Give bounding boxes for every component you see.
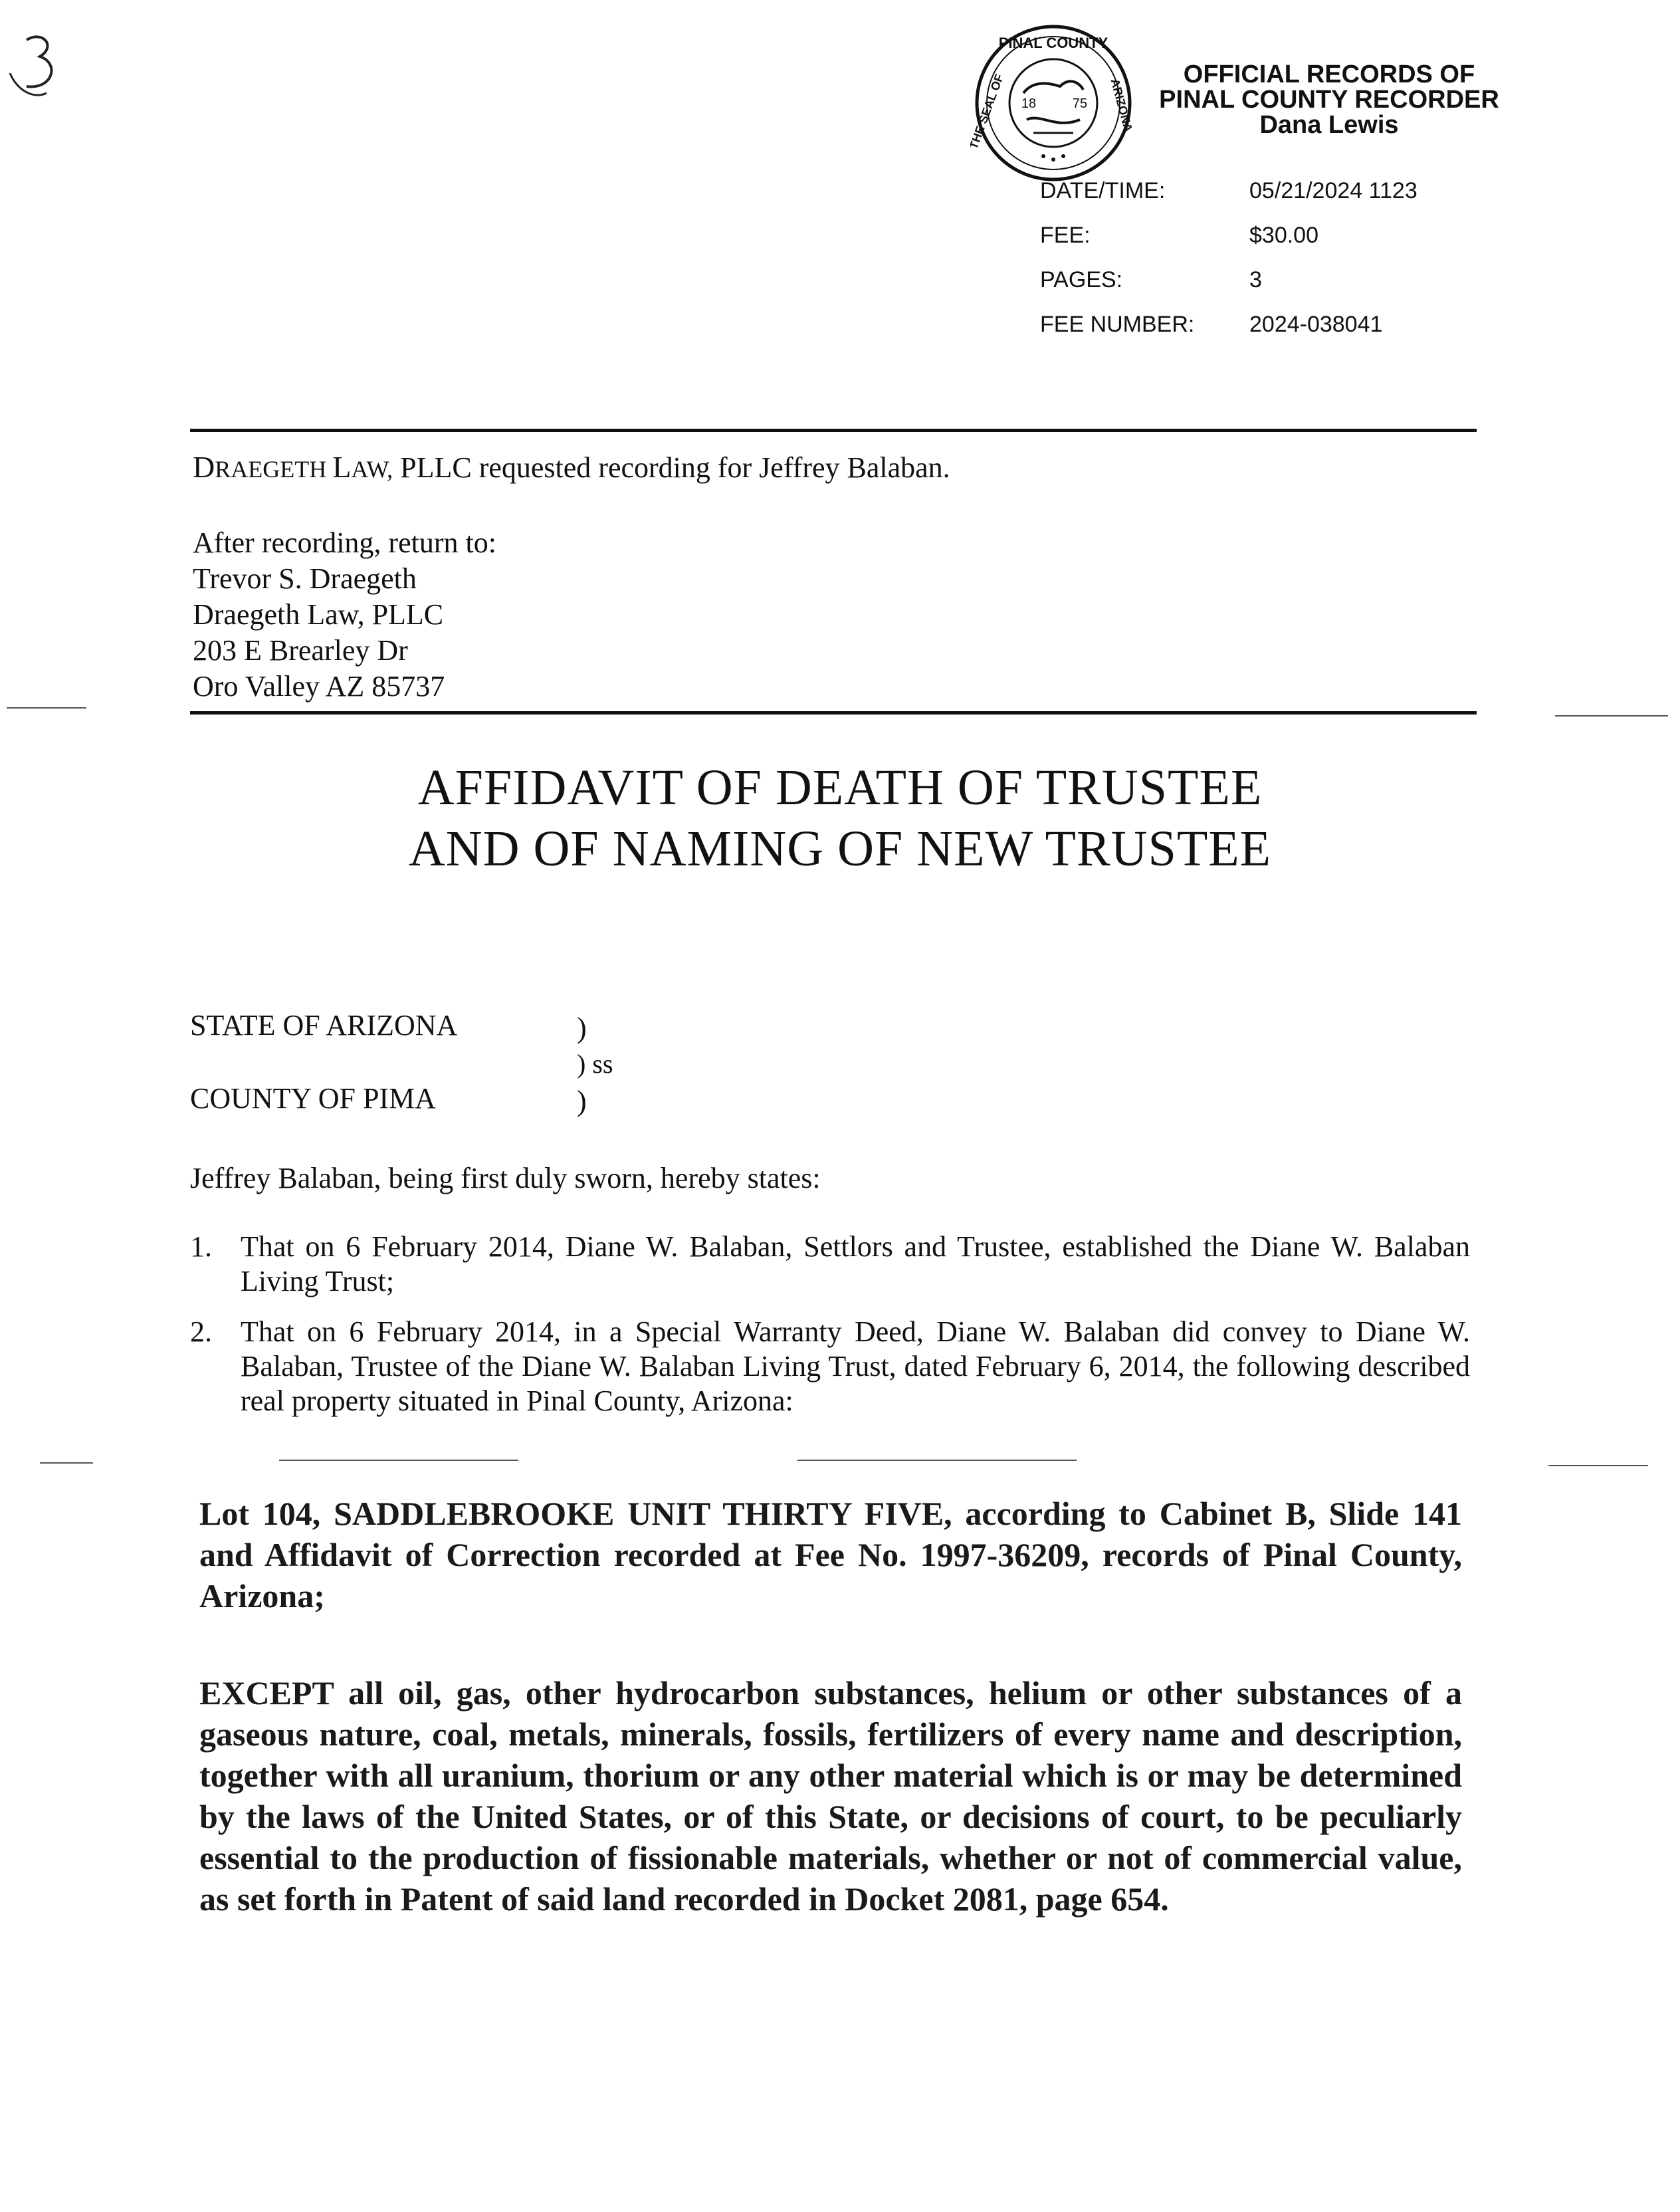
venue-paren-ss: ) ss: [577, 1049, 613, 1079]
date-time-label: DATE/TIME:: [1040, 178, 1166, 203]
return-to-name: Trevor S. Draegeth: [193, 562, 417, 595]
county-seal-icon: [970, 20, 1136, 186]
fee-value: $30.00: [1249, 223, 1318, 248]
recorder-title-line1: OFFICIAL RECORDS OF: [1183, 60, 1475, 88]
item-1-text: That on 6 February 2014, Diane W. Balaban, Settlors and Trustee, established the Diane W. Balaban Living Trust;: [241, 1230, 1470, 1297]
address-divider: [190, 711, 1477, 715]
item-2-text: That on 6 February 2014, in a Special Warranty Deed, Diane W. Balaban did convey to Diane W. Balaban, Trustee of the Diane W. Balaban Living Trust, dated February 6, 2014, the following described real property situated in Pinal County, Arizona:: [241, 1315, 1470, 1417]
affiant-intro: Jeffrey Balaban, being first duly sworn, hereby states:: [190, 1162, 821, 1194]
firm-name-2: AW,: [351, 456, 393, 483]
requested-by-line: [193, 449, 1455, 487]
firm-initial-2: L: [332, 450, 352, 484]
seal-year-left: 18: [1021, 96, 1037, 111]
venue-paren-1: ): [577, 1012, 587, 1044]
legal-description-lot: Lot 104, SADDLEBROOKE UNIT THIRTY FIVE, according to Cabinet B, Slide 141 and Affidavit of Correction recorded at Fee No. 1997-36209, records of Pinal County, Arizona;: [199, 1495, 1462, 1614]
scan-artifact: [1555, 715, 1668, 717]
item-1-number: 1.: [190, 1230, 212, 1263]
fee-label: FEE:: [1040, 223, 1091, 248]
return-to-heading: After recording, return to:: [193, 526, 496, 559]
handwritten-page-number: [7, 27, 66, 106]
return-to-firm: Draegeth Law, PLLC: [193, 598, 444, 631]
venue-county: COUNTY OF PIMA: [190, 1082, 436, 1115]
firm-name-1: RAEGETH: [215, 456, 333, 483]
document-title-line2: AND OF NAMING OF NEW TRUSTEE: [408, 821, 1272, 877]
fee-number-value: 2024-038041: [1249, 312, 1383, 337]
date-time-value: 05/21/2024 1123: [1249, 178, 1418, 203]
fee-number-label: FEE NUMBER:: [1040, 312, 1195, 337]
scan-artifact: [797, 1460, 1077, 1461]
header-divider: [190, 429, 1477, 432]
scan-artifact: [1548, 1465, 1648, 1466]
pages-label: PAGES:: [1040, 267, 1123, 292]
seal-ring-right: ARIZONA: [1108, 77, 1136, 134]
requested-by-text: PLLC requested recording for Jeffrey Balaban.: [393, 451, 950, 484]
pages-value: 3: [1249, 267, 1262, 292]
scan-artifact: [279, 1460, 518, 1461]
seal-ring-top: PINAL COUNTY: [998, 35, 1108, 51]
seal-ring-left: THE SEAL OF: [970, 72, 1007, 152]
item-2-number: 2.: [190, 1315, 212, 1348]
firm-initial-1: D: [193, 450, 215, 484]
return-to-street: 203 E Brearley Dr: [193, 634, 408, 667]
venue-state: STATE OF ARIZONA: [190, 1009, 458, 1042]
recorder-title-line2: PINAL COUNTY RECORDER: [1159, 86, 1499, 114]
document-title-line1: AFFIDAVIT OF DEATH OF TRUSTEE: [417, 760, 1263, 816]
seal-year-right: 75: [1072, 96, 1088, 111]
return-to-city: Oro Valley AZ 85737: [193, 670, 445, 703]
recorder-name: Dana Lewis: [1259, 111, 1399, 139]
scan-artifact: [40, 1462, 93, 1464]
scan-artifact: [7, 707, 86, 709]
legal-description-exceptions: EXCEPT all oil, gas, other hydrocarbon substances, helium or other substances of a gaseous nature, coal, metals, minerals, fossils, fertilizers of every name and description, together with all uranium, thorium or any other material which is or may be determined by the laws of the United States, or of this State, or decisions of court, to be peculiarly essential to the production of fissionable materials, whether or not of commercial value, as set forth in Patent of said land recorded in Docket 2081, page 654.: [199, 1674, 1462, 1918]
venue-paren-3: ): [577, 1085, 587, 1117]
